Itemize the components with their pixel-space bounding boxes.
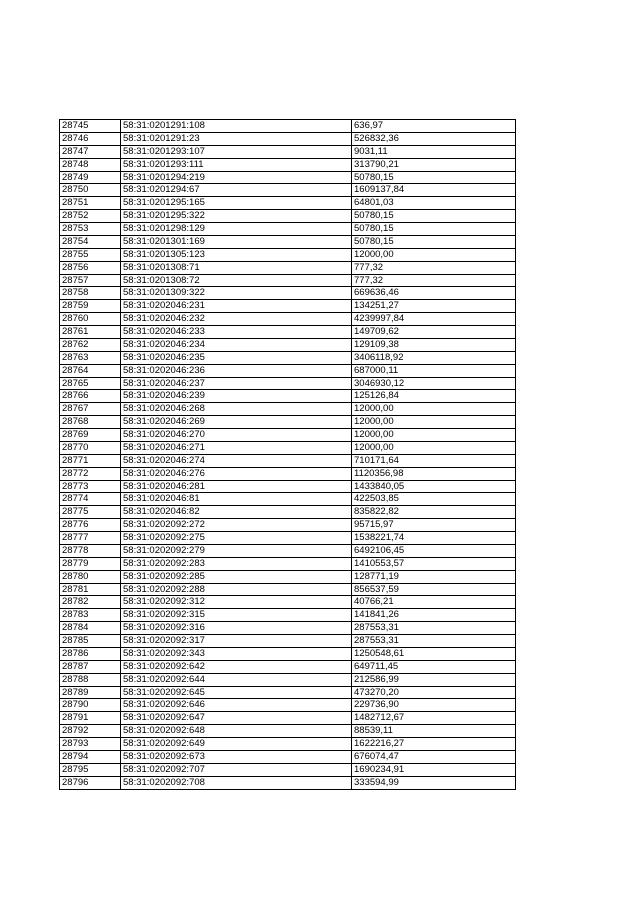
cadastral-number-cell: 58:31:0202092:644 [121,673,352,686]
cadastral-number-cell: 58:31:0202046:235 [121,351,352,364]
row-number-cell: 28785 [60,635,121,648]
row-number-cell: 28779 [60,557,121,570]
cadastral-number-cell: 58:31:0202046:268 [121,403,352,416]
row-number-cell: 28778 [60,544,121,557]
row-number-cell: 28771 [60,454,121,467]
cadastral-number-cell: 58:31:0202046:82 [121,506,352,519]
value-cell: 212586,99 [352,673,516,686]
row-number-cell: 28777 [60,532,121,545]
row-number-cell: 28762 [60,338,121,351]
cadastral-number-cell: 58:31:0202092:647 [121,712,352,725]
row-number-cell: 28781 [60,583,121,596]
table-row [60,132,516,145]
value-cell: 12000,00 [352,403,516,416]
cadastral-number-cell: 58:31:0201301:169 [121,235,352,248]
table-row [60,235,516,248]
value-cell: 287553,31 [352,635,516,648]
value-cell: 141841,26 [352,609,516,622]
table-row [60,699,516,712]
value-cell: 50780,15 [352,223,516,236]
cadastral-number-cell: 58:31:0202092:642 [121,660,352,673]
value-cell: 1609137,84 [352,184,516,197]
table-row [60,403,516,416]
value-cell: 422503,85 [352,493,516,506]
row-number-cell: 28782 [60,596,121,609]
cadastral-number-cell: 58:31:0202046:271 [121,441,352,454]
cadastral-number-cell: 58:31:0202046:269 [121,416,352,429]
value-cell: 313790,21 [352,158,516,171]
table-row [60,544,516,557]
cadastral-number-cell: 58:31:0202046:236 [121,364,352,377]
cadastral-number-cell: 58:31:0202092:645 [121,686,352,699]
table-row [60,635,516,648]
value-cell: 1250548,61 [352,647,516,660]
value-cell: 134251,27 [352,300,516,313]
row-number-cell: 28790 [60,699,121,712]
row-number-cell: 28765 [60,377,121,390]
cadastral-number-cell: 58:31:0201308:72 [121,274,352,287]
cadastral-number-cell: 58:31:0201294:67 [121,184,352,197]
table-row [60,287,516,300]
table-row [60,647,516,660]
table-row [60,506,516,519]
cadastral-number-cell: 58:31:0201293:107 [121,145,352,158]
row-number-cell: 28752 [60,210,121,223]
cadastral-number-cell: 58:31:0201308:71 [121,261,352,274]
cadastral-number-cell: 58:31:0202092:312 [121,596,352,609]
cadastral-number-cell: 58:31:0202092:272 [121,519,352,532]
table-row [60,725,516,738]
table-row [60,300,516,313]
value-cell: 669636,46 [352,287,516,300]
value-cell: 50780,15 [352,235,516,248]
value-cell: 835822,82 [352,506,516,519]
cadastral-number-cell: 58:31:0201305:123 [121,248,352,261]
row-number-cell: 28789 [60,686,121,699]
table-row [60,519,516,532]
cadastral-number-cell: 58:31:0202046:81 [121,493,352,506]
cadastral-number-cell: 58:31:0202046:231 [121,300,352,313]
row-number-cell: 28772 [60,467,121,480]
cadastral-number-cell: 58:31:0202092:343 [121,647,352,660]
cadastral-number-cell: 58:31:0202046:276 [121,467,352,480]
table-row [60,493,516,506]
value-cell: 636,97 [352,120,516,133]
cadastral-number-cell: 58:31:0202092:283 [121,557,352,570]
table-row [60,480,516,493]
value-cell: 128771,19 [352,570,516,583]
row-number-cell: 28755 [60,248,121,261]
cadastral-number-cell: 58:31:0202046:270 [121,429,352,442]
value-cell: 687000,11 [352,364,516,377]
value-cell: 129109,38 [352,338,516,351]
row-number-cell: 28753 [60,223,121,236]
value-cell: 710171,64 [352,454,516,467]
row-number-cell: 28793 [60,738,121,751]
value-cell: 1482712,67 [352,712,516,725]
row-number-cell: 28794 [60,750,121,763]
table-row [60,326,516,339]
row-number-cell: 28766 [60,390,121,403]
row-number-cell: 28746 [60,132,121,145]
table-row [60,197,516,210]
table-row [60,750,516,763]
cadastral-number-cell: 58:31:0201294:219 [121,171,352,184]
value-cell: 1622216,27 [352,738,516,751]
cadastral-number-cell: 58:31:0202092:275 [121,532,352,545]
value-cell: 149709,62 [352,326,516,339]
row-number-cell: 28776 [60,519,121,532]
row-number-cell: 28791 [60,712,121,725]
value-cell: 3046930,12 [352,377,516,390]
value-cell: 1120356,98 [352,467,516,480]
row-number-cell: 28748 [60,158,121,171]
row-number-cell: 28773 [60,480,121,493]
table-row [60,338,516,351]
value-cell: 9031,11 [352,145,516,158]
cadastral-number-cell: 58:31:0202046:232 [121,313,352,326]
row-number-cell: 28774 [60,493,121,506]
row-number-cell: 28761 [60,326,121,339]
table-row [60,120,516,133]
table-row [60,609,516,622]
table-row [60,763,516,776]
value-cell: 64801,03 [352,197,516,210]
value-cell: 88539,11 [352,725,516,738]
value-cell: 125126,84 [352,390,516,403]
table-row [60,712,516,725]
row-number-cell: 28750 [60,184,121,197]
cadastral-number-cell: 58:31:0201291:23 [121,132,352,145]
value-cell: 12000,00 [352,416,516,429]
row-number-cell: 28770 [60,441,121,454]
cadastral-number-cell: 58:31:0202092:288 [121,583,352,596]
table-row [60,429,516,442]
value-cell: 333594,99 [352,776,516,789]
row-number-cell: 28788 [60,673,121,686]
table-row [60,596,516,609]
row-number-cell: 28759 [60,300,121,313]
row-number-cell: 28749 [60,171,121,184]
table-row [60,248,516,261]
value-cell: 50780,15 [352,171,516,184]
table-row [60,223,516,236]
table-row [60,686,516,699]
value-cell: 1538221,74 [352,532,516,545]
row-number-cell: 28764 [60,364,121,377]
cadastral-value-table [59,119,516,790]
table-row [60,184,516,197]
value-cell: 229736,90 [352,699,516,712]
row-number-cell: 28780 [60,570,121,583]
value-cell: 1690234,91 [352,763,516,776]
value-cell: 526832,36 [352,132,516,145]
value-cell: 12000,00 [352,441,516,454]
row-number-cell: 28745 [60,120,121,133]
cadastral-number-cell: 58:31:0202046:274 [121,454,352,467]
table-row [60,673,516,686]
cadastral-number-cell: 58:31:0202092:315 [121,609,352,622]
cadastral-number-cell: 58:31:0202092:673 [121,750,352,763]
value-cell: 12000,00 [352,429,516,442]
cadastral-number-cell: 58:31:0202092:648 [121,725,352,738]
table-row [60,390,516,403]
cadastral-number-cell: 58:31:0201293:111 [121,158,352,171]
value-cell: 3406118,92 [352,351,516,364]
row-number-cell: 28769 [60,429,121,442]
table-row [60,351,516,364]
table-row [60,145,516,158]
row-number-cell: 28757 [60,274,121,287]
row-number-cell: 28784 [60,622,121,635]
cadastral-number-cell: 58:31:0202046:281 [121,480,352,493]
value-cell: 40766,21 [352,596,516,609]
row-number-cell: 28767 [60,403,121,416]
row-number-cell: 28775 [60,506,121,519]
cadastral-number-cell: 58:31:0202092:279 [121,544,352,557]
table-row [60,738,516,751]
value-cell: 12000,00 [352,248,516,261]
value-cell: 1433840,05 [352,480,516,493]
table-row [60,454,516,467]
row-number-cell: 28768 [60,416,121,429]
cadastral-number-cell: 58:31:0202046:234 [121,338,352,351]
row-number-cell: 28783 [60,609,121,622]
row-number-cell: 28786 [60,647,121,660]
row-number-cell: 28754 [60,235,121,248]
value-cell: 649711,45 [352,660,516,673]
row-number-cell: 28792 [60,725,121,738]
table-row [60,570,516,583]
value-cell: 6492106,45 [352,544,516,557]
cadastral-number-cell: 58:31:0202092:707 [121,763,352,776]
cadastral-number-cell: 58:31:0201295:322 [121,210,352,223]
table-body [60,120,516,790]
cadastral-number-cell: 58:31:0202046:233 [121,326,352,339]
cadastral-number-cell: 58:31:0201291:108 [121,120,352,133]
value-cell: 856537,59 [352,583,516,596]
cadastral-number-cell: 58:31:0202092:285 [121,570,352,583]
row-number-cell: 28751 [60,197,121,210]
value-cell: 4239997,84 [352,313,516,326]
row-number-cell: 28763 [60,351,121,364]
table-row [60,557,516,570]
cadastral-number-cell: 58:31:0202092:649 [121,738,352,751]
table-row [60,158,516,171]
cadastral-number-cell: 58:31:0202092:708 [121,776,352,789]
table-row [60,583,516,596]
table-row [60,261,516,274]
table-row [60,467,516,480]
value-cell: 287553,31 [352,622,516,635]
row-number-cell: 28756 [60,261,121,274]
row-number-cell: 28758 [60,287,121,300]
value-cell: 777,32 [352,274,516,287]
table-row [60,364,516,377]
table-row [60,313,516,326]
value-cell: 777,32 [352,261,516,274]
value-cell: 676074,47 [352,750,516,763]
table-row [60,416,516,429]
value-cell: 473270,20 [352,686,516,699]
table-row [60,622,516,635]
row-number-cell: 28760 [60,313,121,326]
table-row [60,660,516,673]
row-number-cell: 28787 [60,660,121,673]
cadastral-number-cell: 58:31:0202046:237 [121,377,352,390]
cadastral-number-cell: 58:31:0202092:317 [121,635,352,648]
row-number-cell: 28796 [60,776,121,789]
value-cell: 95715,97 [352,519,516,532]
cadastral-number-cell: 58:31:0201298:129 [121,223,352,236]
cadastral-number-cell: 58:31:0201295:165 [121,197,352,210]
table-row [60,274,516,287]
cadastral-number-cell: 58:31:0202092:316 [121,622,352,635]
table-row [60,532,516,545]
table-row [60,171,516,184]
row-number-cell: 28795 [60,763,121,776]
table-row [60,776,516,789]
value-cell: 1410553,57 [352,557,516,570]
row-number-cell: 28747 [60,145,121,158]
cadastral-number-cell: 58:31:0202046:239 [121,390,352,403]
table-row [60,377,516,390]
table-row [60,441,516,454]
value-cell: 50780,15 [352,210,516,223]
cadastral-number-cell: 58:31:0201309:322 [121,287,352,300]
table-row [60,210,516,223]
cadastral-number-cell: 58:31:0202092:646 [121,699,352,712]
